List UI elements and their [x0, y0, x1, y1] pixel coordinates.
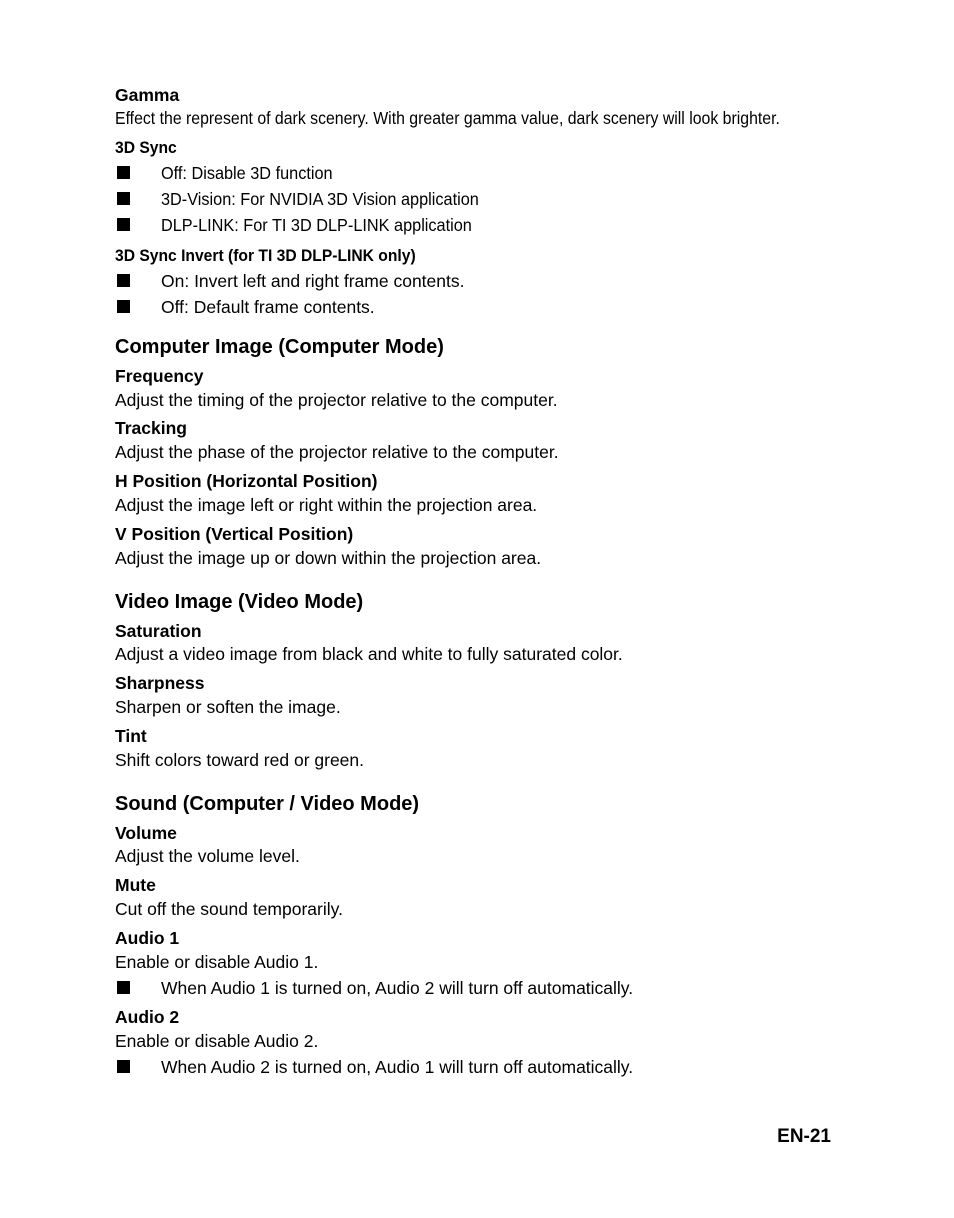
- tint-heading: Tint: [115, 726, 147, 746]
- sync3d-invert-item-off: Off: Default frame contents.: [161, 297, 375, 317]
- bullet-icon: [117, 166, 130, 179]
- sync3d-heading: 3D Sync: [115, 138, 177, 157]
- computer-image-title: Computer Image (Computer Mode): [115, 336, 444, 358]
- bullet-icon: [117, 1060, 130, 1073]
- audio1-description: Enable or disable Audio 1.: [115, 952, 319, 972]
- v-position-heading: V Position (Vertical Position): [115, 524, 354, 544]
- saturation-heading: Saturation: [115, 621, 202, 641]
- bullet-icon: [117, 300, 130, 313]
- saturation-description: Adjust a video image from black and white to fully saturated color.: [115, 644, 623, 664]
- volume-description: Adjust the volume level.: [115, 846, 300, 866]
- sound-title: Sound (Computer / Video Mode): [115, 793, 420, 815]
- volume-heading: Volume: [115, 823, 177, 843]
- audio1-note: When Audio 1 is turned on, Audio 2 will turn off automatically.: [161, 978, 634, 998]
- video-image-title: Video Image (Video Mode): [115, 591, 364, 613]
- gamma-heading: Gamma: [115, 85, 180, 105]
- sync3d-item-off: Off: Disable 3D function: [161, 163, 333, 183]
- tracking-description: Adjust the phase of the projector relative to the computer.: [115, 442, 559, 462]
- v-position-description: Adjust the image up or down within the projection area.: [115, 548, 542, 568]
- bullet-icon: [117, 218, 130, 231]
- audio2-description: Enable or disable Audio 2.: [115, 1031, 319, 1051]
- tracking-heading: Tracking: [115, 418, 187, 438]
- mute-heading: Mute: [115, 875, 156, 895]
- bullet-icon: [117, 274, 130, 287]
- mute-description: Cut off the sound temporarily.: [115, 899, 343, 919]
- audio2-note: When Audio 2 is turned on, Audio 1 will turn off automatically.: [161, 1057, 634, 1077]
- page-number: EN-21: [777, 1126, 831, 1147]
- frequency-heading: Frequency: [115, 366, 204, 386]
- sync3d-invert-heading: 3D Sync Invert (for TI 3D DLP-LINK only): [115, 246, 416, 265]
- h-position-heading: H Position (Horizontal Position): [115, 471, 378, 491]
- sync3d-invert-item-on: On: Invert left and right frame contents.: [161, 271, 465, 291]
- gamma-description: Effect the represent of dark scenery. With greater gamma value, dark scenery will look brighter.: [115, 108, 780, 128]
- sharpness-heading: Sharpness: [115, 673, 205, 693]
- sharpness-description: Sharpen or soften the image.: [115, 697, 341, 717]
- sync3d-item-dlp-link: DLP-LINK: For TI 3D DLP-LINK application: [161, 215, 472, 235]
- audio2-heading: Audio 2: [115, 1007, 180, 1027]
- tint-description: Shift colors toward red or green.: [115, 750, 365, 770]
- audio1-heading: Audio 1: [115, 928, 180, 948]
- frequency-description: Adjust the timing of the projector relative to the computer.: [115, 390, 558, 410]
- bullet-icon: [117, 981, 130, 994]
- sync3d-item-3d-vision: 3D-Vision: For NVIDIA 3D Vision application: [161, 189, 479, 209]
- h-position-description: Adjust the image left or right within the projection area.: [115, 495, 538, 515]
- bullet-icon: [117, 192, 130, 205]
